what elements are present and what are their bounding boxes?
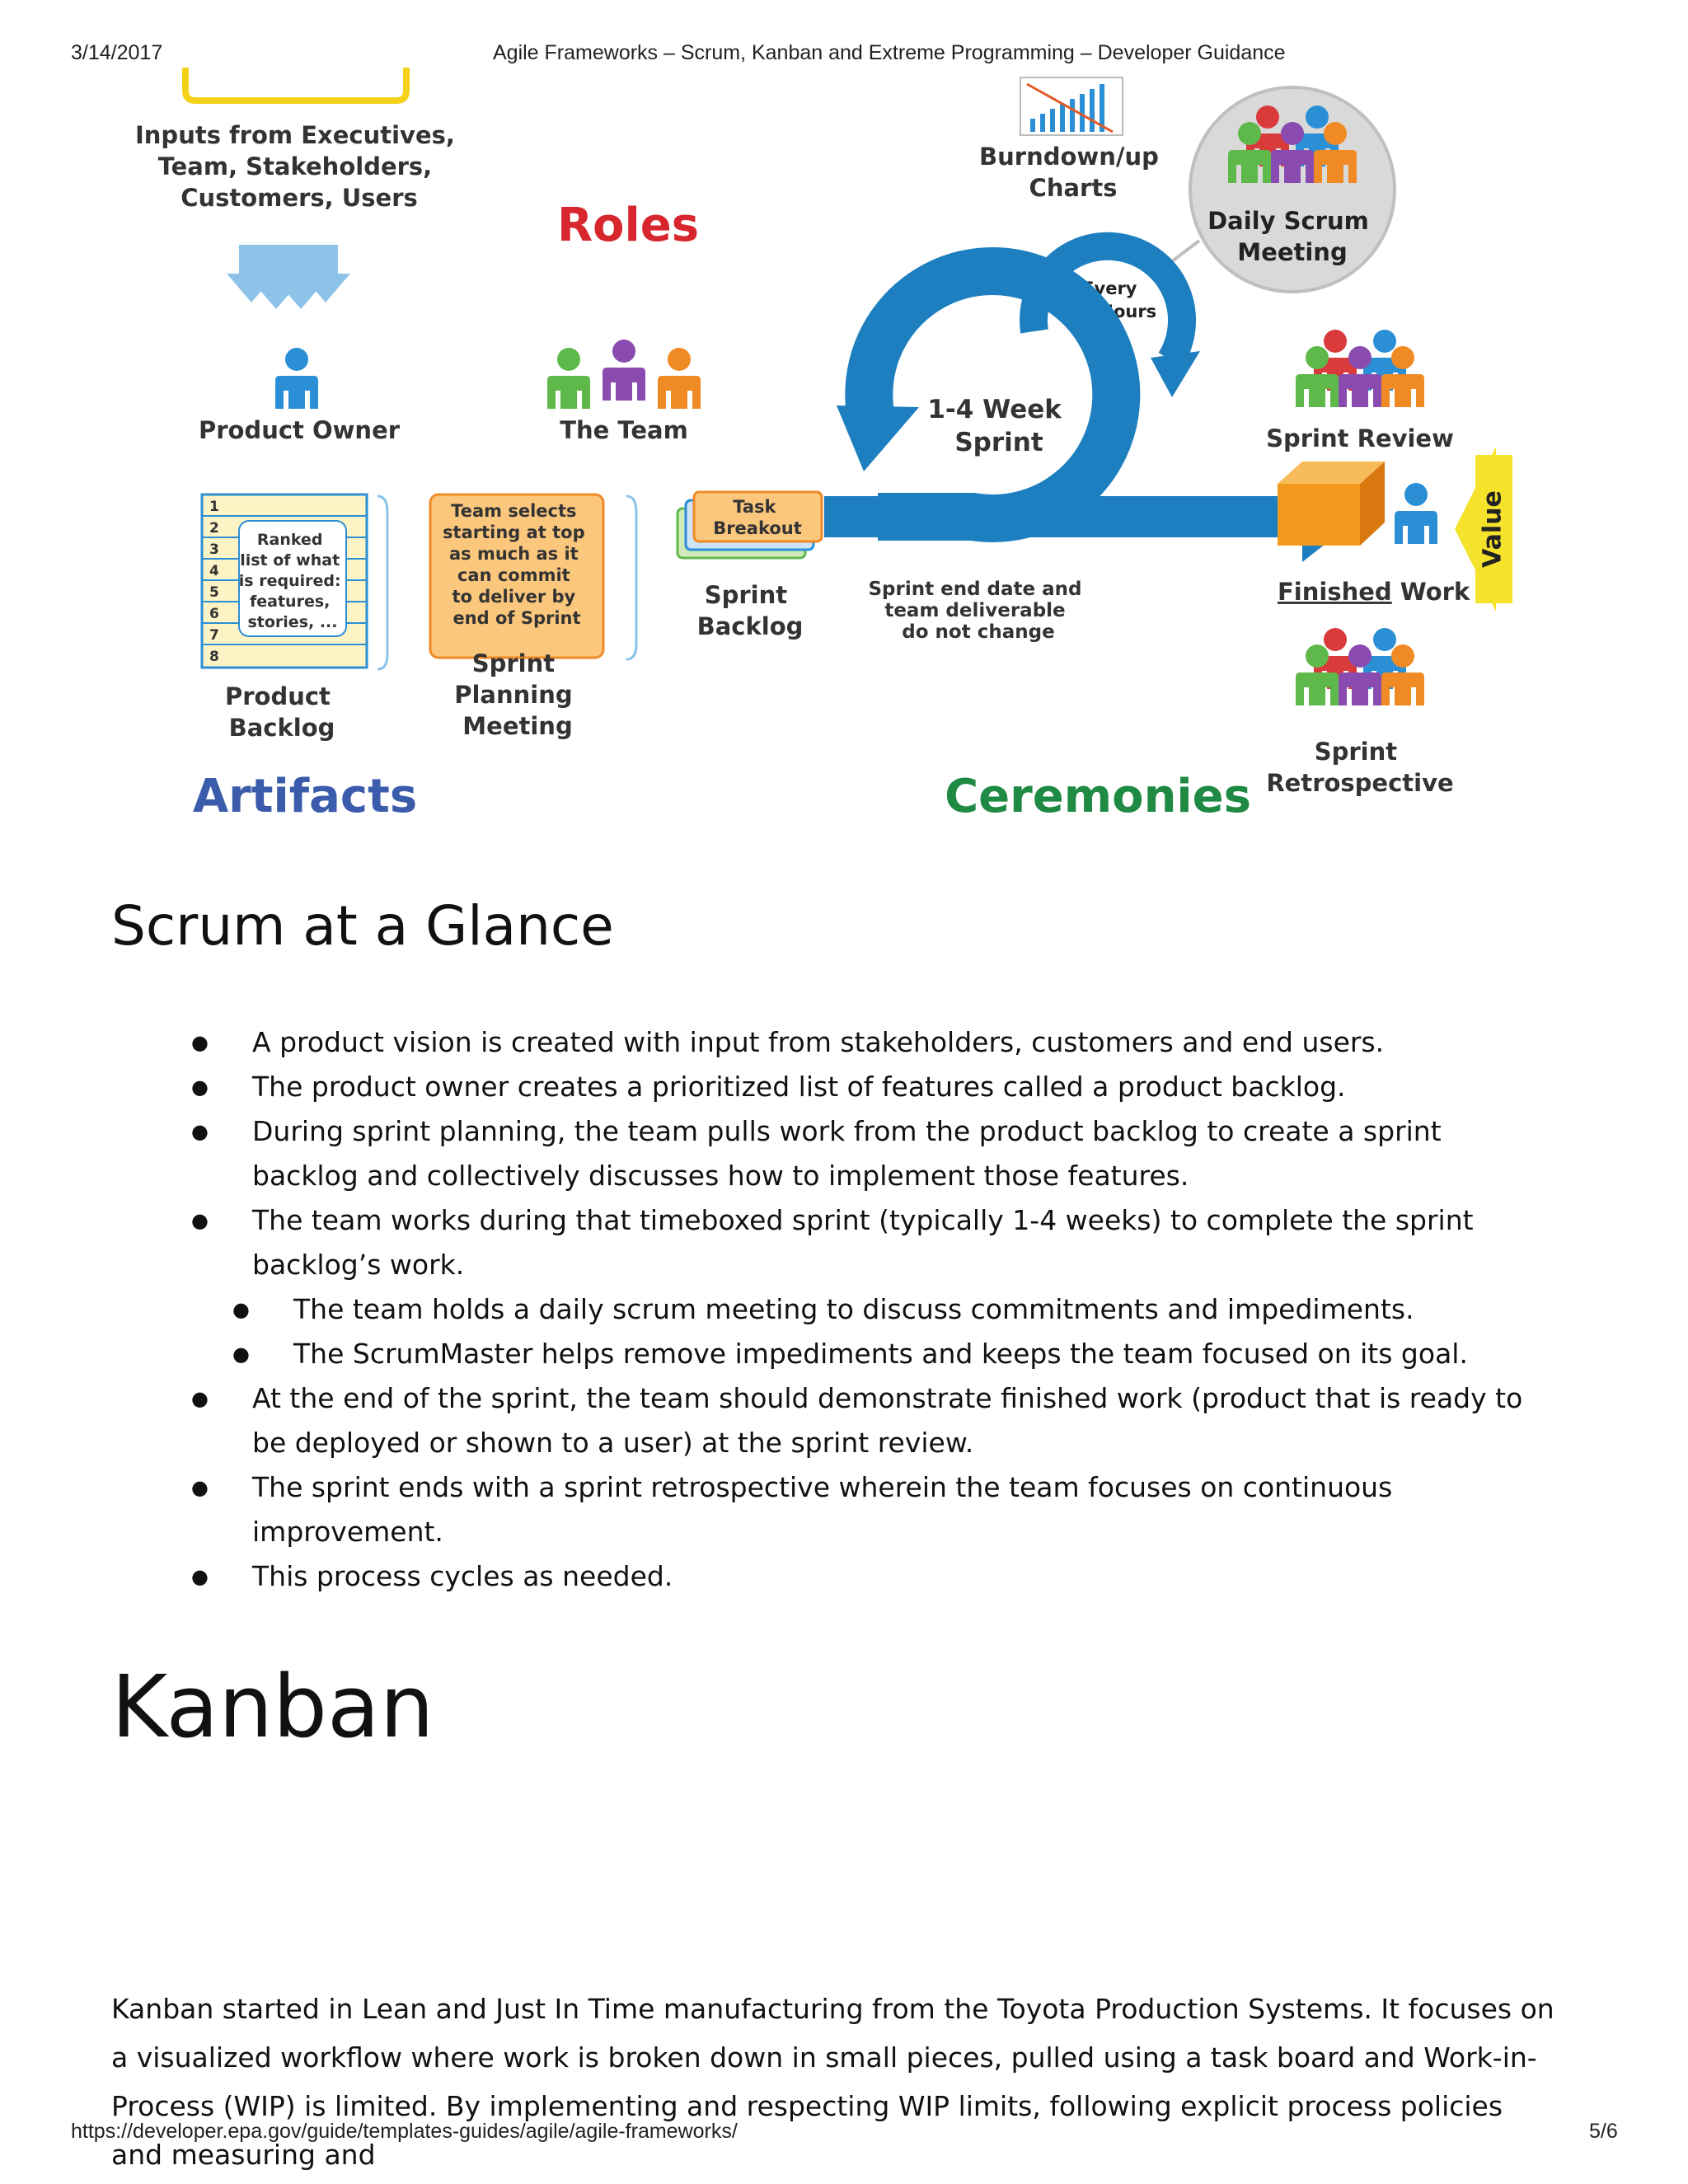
sub-bullet-item: ● The team holds a daily scrum meeting to discuss commitments and impediments. bbox=[191, 1287, 1551, 1332]
sprint-retrospective-label: Sprint Retrospective bbox=[1266, 738, 1454, 797]
daily-scrum-label: Daily Scrum Meeting bbox=[1207, 207, 1369, 266]
ranked-list-label: Ranked list of what is required: features, stories, ... bbox=[238, 531, 341, 631]
the-team-icon bbox=[547, 340, 701, 409]
planning-bracket bbox=[626, 496, 636, 659]
product-owner-icon bbox=[275, 348, 318, 409]
sprint-backlog-label: Sprint Backlog bbox=[696, 581, 804, 640]
product-owner-label: Product Owner bbox=[198, 416, 401, 444]
bullet-item: ● The team works during that timeboxed sprint (typically 1-4 weeks) to complete the sprint backlog’s work. bbox=[191, 1198, 1551, 1287]
bullet-item: ● At the end of the sprint, the team should demonstrate finished work (product that is ready to be deployed or shown to a user) at the sprint review. bbox=[191, 1376, 1551, 1465]
team-selects-label: Team selects starting at top as much as it can commit to deliver by end of Sprint bbox=[443, 501, 585, 628]
sub-bullet-item: ● The ScrumMaster helps remove impediments and keeps the team focused on its goal. bbox=[191, 1332, 1551, 1376]
inputs-box bbox=[185, 68, 406, 101]
bullet-item: ● The sprint ends with a sprint retrospective wherein the team focuses on continuous improvement. bbox=[191, 1465, 1551, 1554]
backlog-row-numbers: 1 2 3 4 5 6 7 8 bbox=[209, 499, 219, 665]
bullet-item: ● This process cycles as needed. bbox=[191, 1554, 1551, 1599]
section-heading-kanban: Kanban bbox=[111, 1657, 434, 1757]
page-url-link[interactable]: https://developer.epa.gov/guide/templates-guides/agile/agile-frameworks/ bbox=[71, 2120, 738, 2143]
artifacts-title: Artifacts bbox=[192, 770, 418, 823]
bullet-item: ● The product owner creates a prioritized list of features called a product backlog. bbox=[191, 1065, 1551, 1109]
inputs-arrows-icon bbox=[227, 245, 350, 309]
section-heading-scrum-at-a-glance: Scrum at a Glance bbox=[111, 894, 614, 958]
finished-work-label: Finished Work bbox=[1278, 578, 1470, 606]
roles-title: Roles bbox=[556, 199, 700, 252]
ceremonies-title: Ceremonies bbox=[945, 770, 1251, 823]
bullet-item: ● During sprint planning, the team pulls work from the product backlog to create a sprint backlog and collectively discusses how to implement those features. bbox=[191, 1109, 1551, 1198]
burndown-chart-icon bbox=[1020, 77, 1123, 135]
scrum-bullet-list bbox=[191, 1020, 1551, 1599]
task-breakout-label: Task Breakout bbox=[713, 497, 802, 538]
print-date: 3/14/2017 bbox=[71, 41, 163, 64]
finished-work-box-icon bbox=[1278, 462, 1385, 546]
finished-work-person-icon bbox=[1395, 483, 1437, 544]
value-label: Value bbox=[1478, 490, 1507, 568]
inputs-label: Inputs from Executives, Team, Stakeholders, Customers, Users bbox=[135, 121, 455, 212]
sprint-review-label: Sprint Review bbox=[1266, 424, 1454, 452]
the-team-label: The Team bbox=[560, 416, 688, 444]
scrum-process-diagram bbox=[135, 68, 1558, 851]
sprint-review-team-icon bbox=[1296, 330, 1424, 407]
print-title: Agile Frameworks – Scrum, Kanban and Extreme Programming – Developer Guidance bbox=[493, 41, 1286, 64]
product-backlog-label: Product Backlog bbox=[224, 682, 335, 742]
sprint-length-label: 1-4 Week Sprint bbox=[927, 395, 1062, 457]
sprint-retrospective-team-icon bbox=[1296, 628, 1424, 705]
sprint-planning-label: Sprint Planning Meeting bbox=[454, 649, 573, 740]
sprint-end-note: Sprint end date and team deliverable do not change bbox=[868, 579, 1082, 643]
kanban-paragraph: Kanban started in Lean and Just In Time manufacturing from the Toyota Production Systems. It focuses on a visualized workflow where work is broken down in small pieces, pulled using a task board and Work-in-Process (WIP) is limited. By implementing and respecting WIP limits, following explicit process policies and measuring and bbox=[111, 1993, 1554, 2171]
burndown-label: Burndown/up Charts bbox=[979, 143, 1159, 202]
bullet-item: ● A product vision is created with input from stakeholders, customers and end users. bbox=[191, 1020, 1551, 1065]
page-number: 5/6 bbox=[1589, 2120, 1618, 2143]
every-24-hours-label: Every 24 Hours bbox=[1068, 279, 1157, 321]
